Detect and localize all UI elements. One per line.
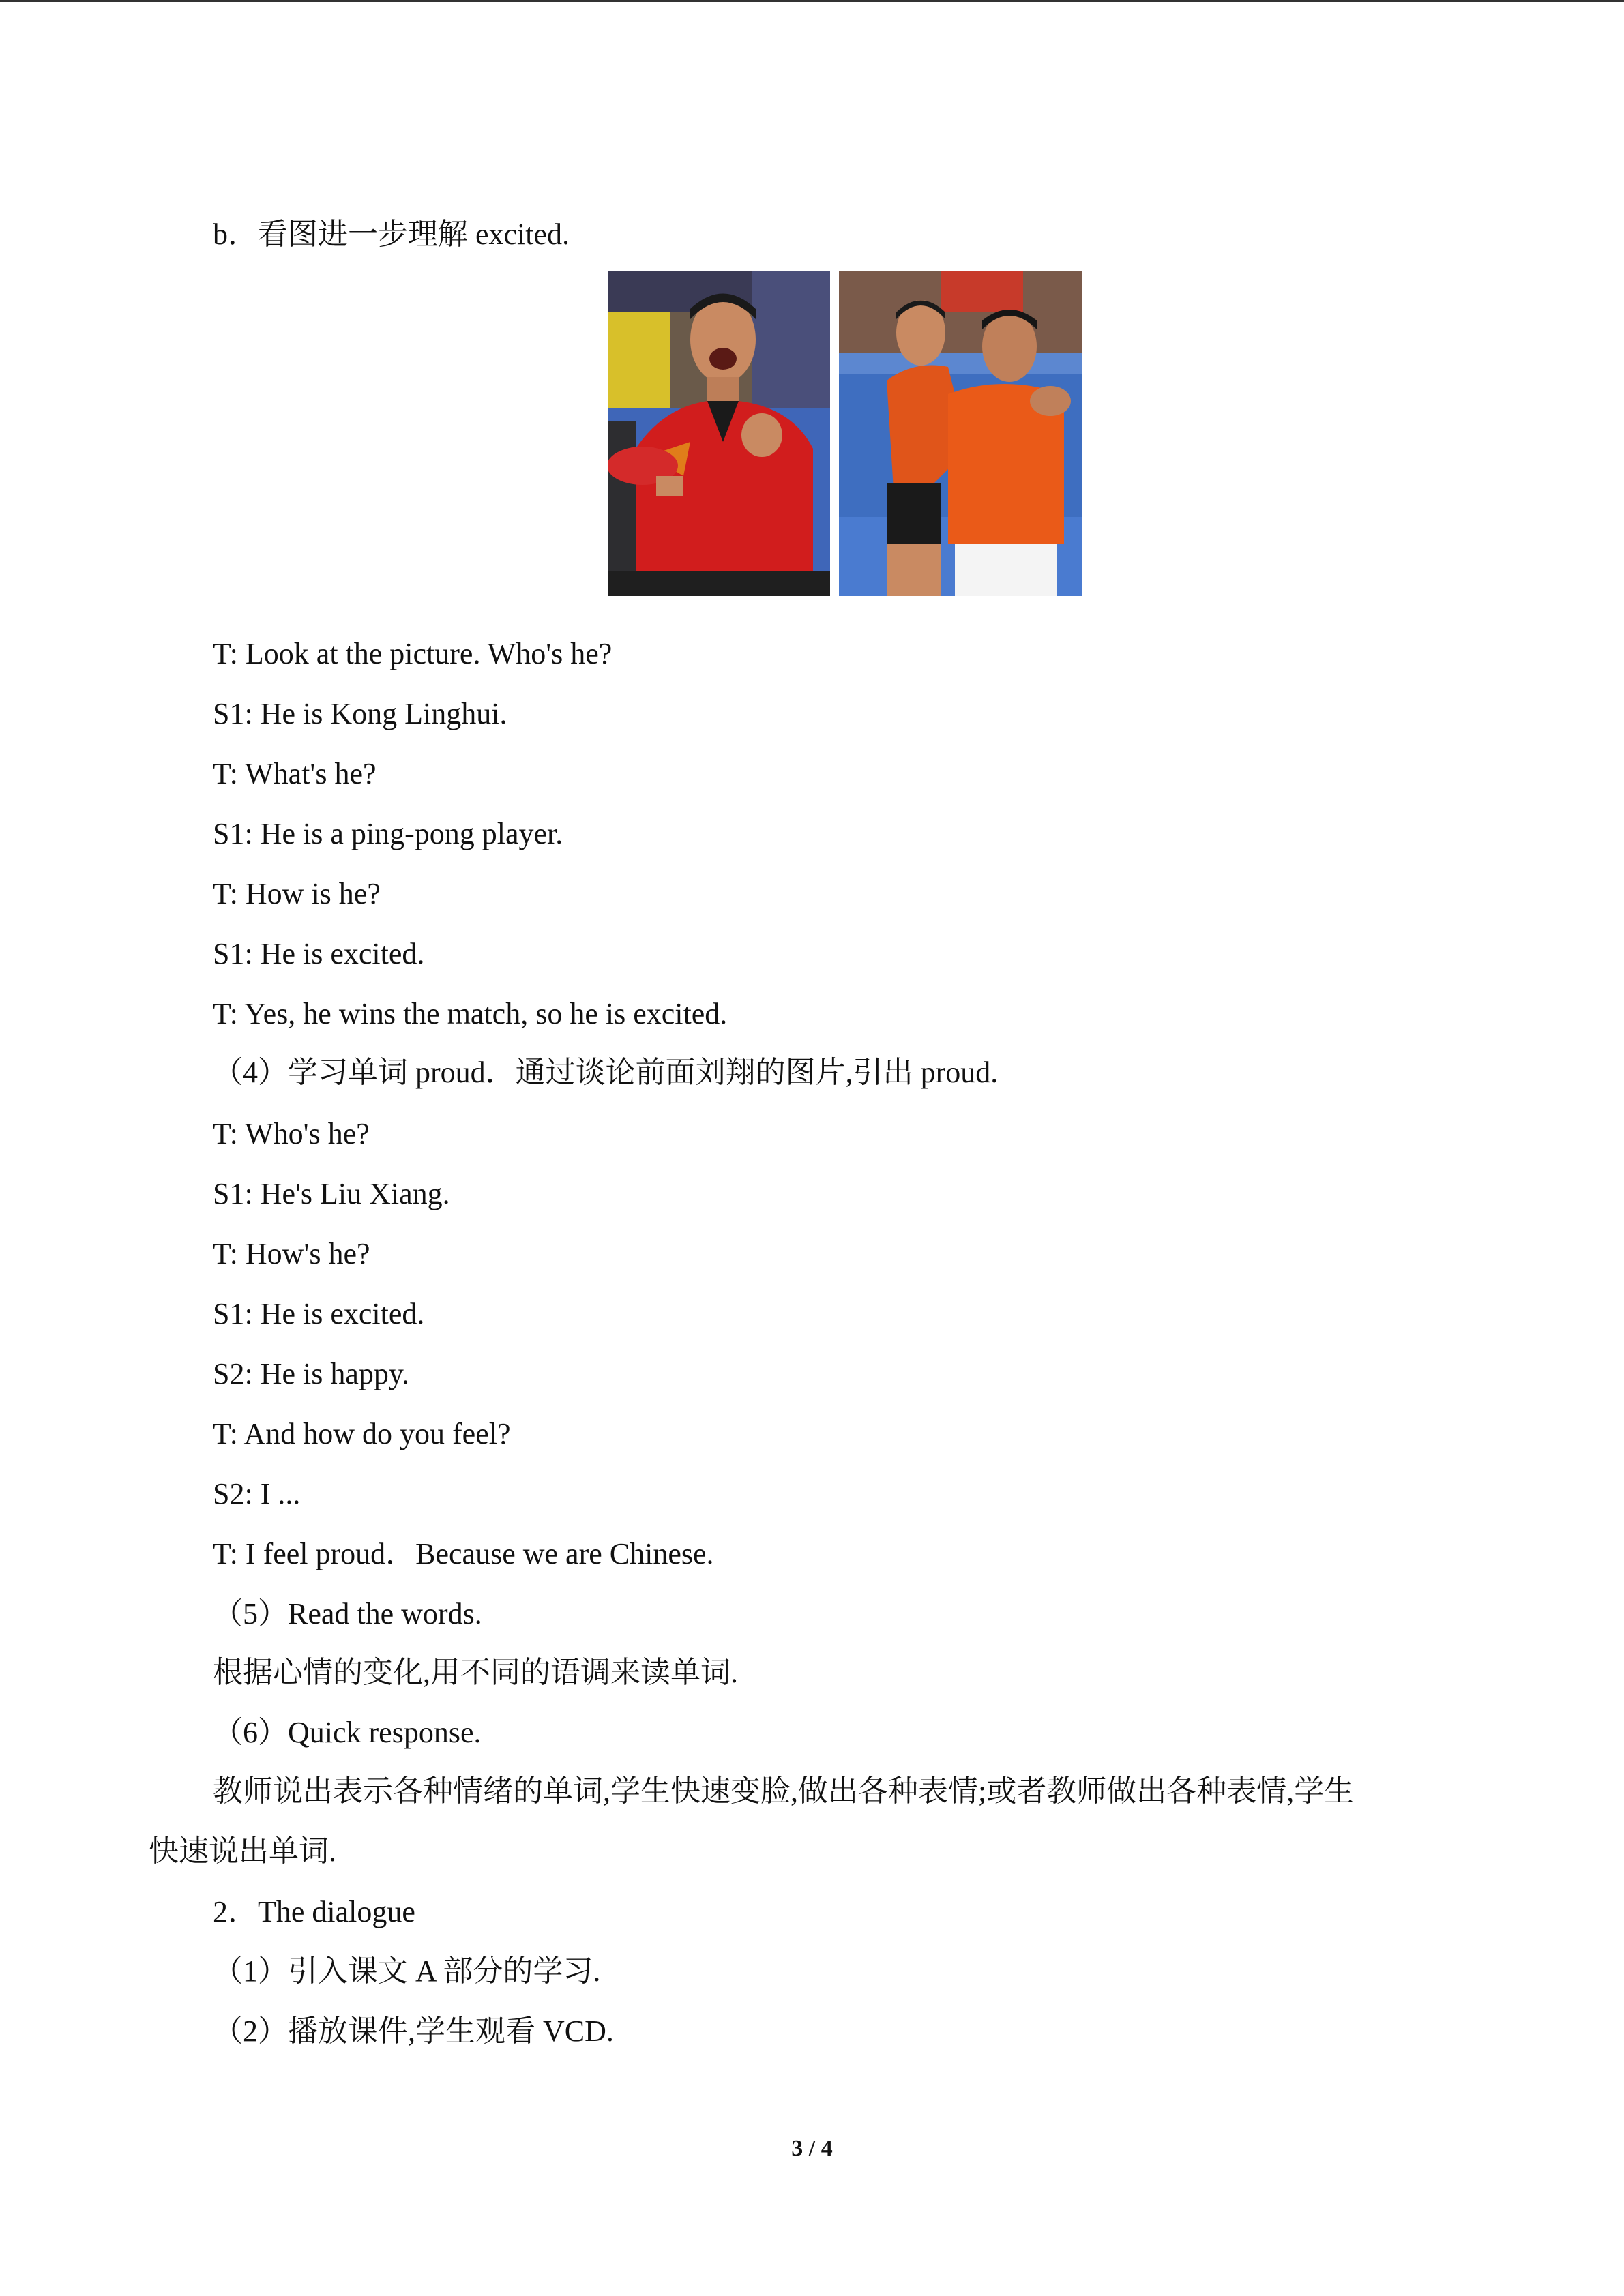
text-line: T: What's he? — [213, 757, 377, 790]
text-line: b．看图进一步理解 excited. — [213, 218, 570, 251]
text-line: T: Look at the picture. Who's he? — [213, 637, 612, 670]
text-line: 教师说出表示各种情绪的单词,学生快速变脸,做出各种表情;或者教师做出各种表情,学生 — [213, 1774, 1355, 1808]
text-line: T: Yes, he wins the match, so he is excited. — [213, 997, 728, 1030]
text-line: T: How is he? — [213, 877, 381, 910]
text-line: S1: He is a ping-pong player. — [213, 817, 563, 850]
photo-kong-linghui — [608, 271, 830, 596]
text-line: 根据心情的变化,用不同的语调来读单词. — [213, 1656, 738, 1689]
text-line: （1）引入课文 A 部分的学习. — [213, 1954, 601, 1988]
text-line: S2: He is happy. — [213, 1357, 410, 1390]
text-line: S1: He's Liu Xiang. — [213, 1177, 450, 1210]
text-line: （4）学习单词 proud．通过谈论前面刘翔的图片,引出 proud. — [213, 1056, 999, 1089]
text-line: （2）播放课件,学生观看 VCD. — [213, 2014, 614, 2048]
text-line: （6）Quick response. — [213, 1716, 482, 1749]
text-line: S1: He is excited. — [213, 1297, 425, 1330]
player-coach-embrace-image — [839, 271, 1082, 596]
top-border — [0, 0, 1624, 2]
text-line: 快速说出单词. — [149, 1834, 336, 1868]
player-celebrating-image — [608, 271, 830, 596]
text-line: S1: He is excited. — [213, 937, 425, 970]
text-line: T: I feel proud．Because we are Chinese. — [213, 1537, 714, 1570]
text-line: T: How's he? — [213, 1237, 370, 1270]
text-line: 2．The dialogue — [213, 1895, 415, 1928]
page-number: 3 / 4 — [791, 2136, 833, 2161]
text-line: T: And how do you feel? — [213, 1417, 511, 1450]
photo-player-coach-embrace — [839, 271, 1082, 596]
text-line: T: Who's he? — [213, 1117, 370, 1150]
text-line: （5）Read the words. — [213, 1597, 482, 1630]
text-line: S1: He is Kong Linghui. — [213, 697, 507, 730]
text-line: S2: I ... — [213, 1477, 301, 1510]
